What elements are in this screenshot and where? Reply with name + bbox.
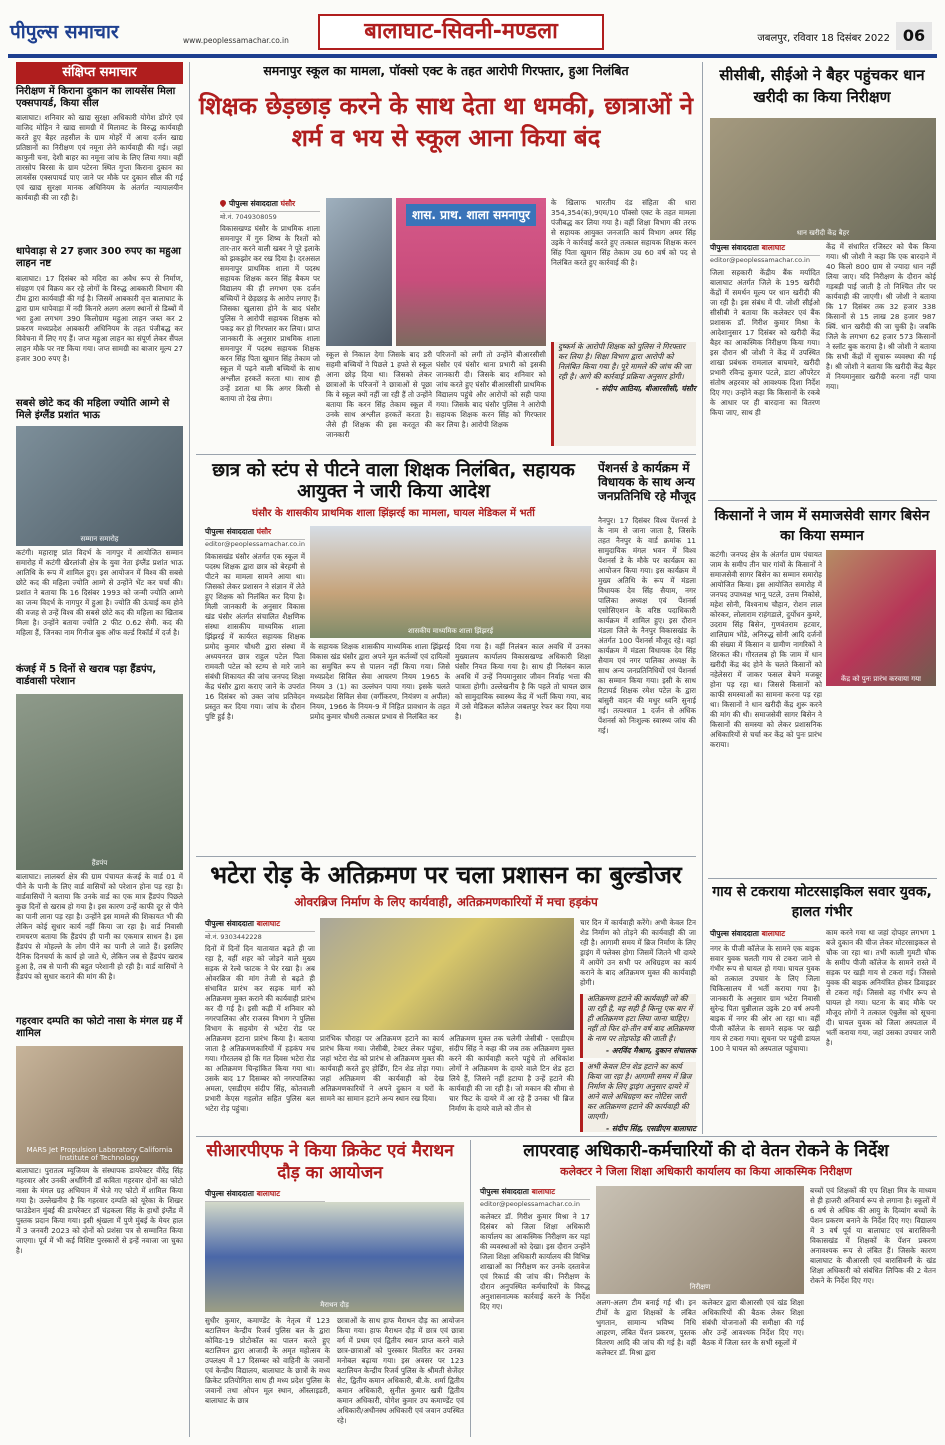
story6-headline: लापरवाह अधिकारी-कर्मचारियों की दो वेतन रोकने के निर्देश (523, 1141, 889, 1161)
story2-deck: घंसौर के शासकीय प्राथमिक शाला झिंझरई का मामला, घायल मेडिकल में भर्ती (252, 508, 535, 519)
story-divider (708, 500, 937, 501)
story6-email[interactable]: editor@peoplessamachar.co.in (480, 1200, 580, 1208)
story6-deck: कलेक्टर ने जिला शिक्षा अधिकारी कार्यालय का किया आकस्मिक निरीक्षण (560, 1165, 852, 1178)
brief-body-4: बालाघाट। लालबर्रा क्षेत्र की ग्राम पंचायत कंजई के वार्ड 01 में पीने के पानी के लिए वार्ड वासियों को परेशान होना पड़ रहा है। वार्डवासियों ने बताया कि उनके वार्ड का एक मात्र हैंडपंप पिछले कुछ दिनों से खराब हो गया है। इस कारण उन्हें काफी दूर से पीने का पानी लाना पड़ रहा है। उन्होंने इस मामले की शिकायत भी की लेकिन कोई सुधार कार्य नहीं किया जा रहा है। वार्ड निवासी रामचरण बताया कि हैंडपंप ही पानी का एकमात्र साधन है। इस हैंडपंप से मोहल्ले के लोग पीने का पानी ले जाते हैं। इसलिए दैनिक दिनचर्या के कार्य हो जाते थे, लेकिन जब से हैंडपंप खराब हुआ है, तब से पानी की बहुत परेशानी हो रही है। वार्ड वासियों ने हैंडपंप को सुधार कराने की मांग की है। (16, 872, 183, 981)
right3-byline-text: पीपुल्स संवाददाता (710, 929, 759, 938)
story4-body-3: अतिक्रमण मुक्त तक चलेगी जेसीबी - एसडीएम संदीप सिंह ने कहा की जब तक अतिक्रमण मुक्त करने की कार्यवाही करने पहुंचे तो अधिकांश लोगों ने अतिक्रमण के दायरे वाले टिन शेड हटा लिये हैं, जिसने नहीं हटाया है उन्हें हटाने की कार्यवाही की जा रही है। जो मकान की सीमा से चार फिट के दायरे में आ रहे हैं उनका भी ब्रिज निर्माण के दायरे वाले को तीन से (449, 1034, 574, 1113)
story2-body-3: दिया गया है। वहीं निलंबन काल अवधि में उनका मुख्यालय कार्यालय विकासखण्ड अधिकारी शिक्षा घंसौर नियत किया गया है। साथ ही निलंबन काल अवधि में उन्हें नियमानुसार जीवन निर्वाह भत्ता की पात्रता होगी। उल्लेखनीय है कि पहले तो घायल छात्र को सामुदायिक स्वास्थ्य केंद्र में भर्ती किया गया, बाद में उसे मेडिकल कॉलेज जबलपुर रेफर कर दिया गया है। (455, 642, 591, 721)
nasa-photo-caption: MARS Jet Propulsion Laboratory California Institute of Technology (26, 1146, 173, 1162)
story6-body-3: कलेक्टर द्वारा बीआरसी एवं खंड शिक्षा अधिकारियों की बैठक लेकर शिक्षा संबंधी योजनाओं की समीक्षा की गई और उन्हें आवश्यक निर्देश दिए गए। बैठक में जिला स्तर के सभी स्कूलों में (702, 1298, 804, 1347)
story6-body-1: कलेक्टर डॉ. गिरीश कुमार मिश्रा ने 17 दिसंबर को जिला शिक्षा अधिकारी कार्यालय का आकस्मिक निरीक्षण कर यहां की व्यवस्थाओं को देखा। इस दौरान उन्होंने जिला शिक्षा अधिकारी कार्यालय की विभिन्न शाखाओं का निरीक्षण कर उनके दस्तावेज एवं रिकार्ड की जांच की। निरीक्षण के दौरान अनुपस्थित कर्मचारियों के विरुद्ध अनुशासनात्मक कार्रवाई करने के निर्देश दिए गए। (480, 1212, 590, 1311)
inspection-photo (596, 1186, 804, 1294)
brief-body-5: बालाघाट। पुरातत्व म्यूजियम के संस्थापक डायरेक्टर वीरेंद्र सिंह गहरवार और उनकी अर्धांगिनी डॉ कविता गहरवार दोनों का फोटो नासा के मंगल ग्रह अभियान में भेजे गए फोटो में शामिल किया गया है। उल्लेखनीय है कि गहरवार दम्पति को यूरेका के शिखर फाउंडेशन मुंबई की डायरेक्टर डॉ चंद्रकला सिंह के हाथों इंग्लैंड में पुस्तक प्रदान किया गया। इसी श्रृंखला में पुणे मुंबई के मेयर हाल में 3 जनवरी 2023 को दोनों को प्रशंसा पत्र से सम्मानित किया जाएगा। पूर्व में भी कई विशिष्ट पुरस्कारों से इन्हें नवाजा जा चुका है। (16, 1166, 183, 1255)
handpump-photo (16, 694, 183, 870)
story1-body-2: स्कूल से निकाल देगा जिसके बाद डरी सहमी बच्चियों ने पिछले 1 हफ्ते से स्कूल आना छोड़ दिया था। जिसको लेकर छात्राओं के परिजनों ने छात्राओं से पूछा कि वे स्कूल क्यों नहीं जा रही हैं तो उन्होंने बताया कि करन सिंह तेकाम स्कूल में उनके साथ अश्लील हरकतें करता है। जैसे ही शिक्षक की इस करतूत की जानकारी (326, 350, 432, 439)
right3-body-1: नगर के पीजी कॉलेज के सामने एक बाइक सवार युवक चलती गाय से टकरा जाने से गंभीर रूप से घायल हो गया। घायल युवक को तत्काल उपचार के लिए जिला चिकित्सालय में भर्ती कराया गया है। जानकारी के अनुसार ग्राम भटेरा निवासी सुरेन्द्र पिता चुन्नीलाल उइके 20 वर्ष अपनी बाइक में नगर की ओर आ रहा था। वहीं पीजी कॉलेज के सामने सड़क पर खड़ी गाय से टकरा गया। सूचना पर पहुंची डायल 100 ने घायल को अस्पताल पहुंचाया। (710, 944, 820, 1053)
brief-headline-1: निरीक्षण में किराना दुकान का लायसेंस मिला एक्सपायर्ड, किया सील (16, 86, 176, 109)
right3-place: बालाघाट (761, 929, 785, 938)
story4-quote-1-by: - अरविंद मैश्राम, दुकान संचालक (606, 1046, 696, 1055)
paddy-photo (710, 118, 936, 240)
school-students-photo (310, 526, 591, 638)
story1-byline (220, 198, 320, 212)
story2-byline (205, 526, 305, 540)
right2-photo-caption: केंद्र को पुनः प्रारंभ करवाया गया (841, 675, 921, 683)
brief-headline-2: धापेवाड़ा से 27 हजार 300 रुपए का महुआ लाहन नष्ट (16, 246, 181, 269)
story4-body-1: दिनों में दिनों दिन यातायात बढ़ते ही जा रहा है, वहीं शहर को जोड़ने वाले मुख्य सड़क से रेल्वे फाटक ने घेर रखा है। अब ओवरब्रिज की मांग तेजी से बढ़ते ही संभावित प्रारंभ कर सड़क मार्ग को अतिक्रमण मुक्त कराने की कार्यवाही प्रारंभ कर दी गई है। इसी कड़ी में शनिवार को नगरपालिका और राजस्व विभाग ने पुलिस विभाग के सहयोग से भटेरा रोड पर अतिक्रमण हटाना प्रारंभ किया है। बताया जाता है अतिक्रमणकारियों में हड़कंप मच गया। गौरतलब हो कि गत दिवस भटेरा रोड का अतिक्रमण चिन्हांकित किया गया था। उसके बाद 17 दिसम्बर को नगरपालिका अमला, एसडीएम संदीप सिंह, कोतवाली प्रभारी केएस गहलोत सहित पुलिस बल भटेरा रोड़ पहुंचा। (205, 944, 315, 1113)
felicitation-photo (826, 550, 936, 686)
story2-place: घंसौर (256, 527, 272, 536)
story3-body: नैनपुर। 17 दिसंबर विश्व पेंशनर्स डे के नाम से जाना जाता है, जिसके तहत नैनपुर के वार्ड क्रमांक 11 सामुदायिक मंगल भवन में विश्व पेंशनर्स डे के मौके पर कार्यक्रम का आयोजन किया गया। इस कार्यक्रम में मुख्य अतिथि के रूप में मंडला विधायक देव सिंह सैयाम, नगर पालिका अध्यक्ष एवं पेंशनर्स एसोसिएशन के वरिष्ठ पदाधिकारी कार्यक्रम में शामिल हुए। इस दौरान मंडला जिले के नैनपुर विकासखंड के अंतर्गत 100 पेंशनर्स मौजूद रहे। वहां कार्यक्रम में मंडला विधायक देव सिंह सैयाम एवं नगर पालिका अध्यक्ष के साथ अन्य जनप्रतिनिधियों एवं पेंशनर्स का सम्मान किया गया। इसी के साथ रिटायर्ड शिक्षक रमेश पटेल के द्वारा बांसुरी वादन की मधुर ध्वनि सुनाई गई। तत्पश्चात 1 दर्जन से अधिक पेंशनर्स को निःशुल्क स्वास्थ्य जांच की गई। (598, 516, 696, 735)
story5-byline-text: पीपुल्स संवाददाता (205, 1189, 254, 1198)
story4-body-2: प्रारंभिक चौराहा पर अतिक्रमण हटाने का कार्य प्रारंभ किया गया। जेसीबी, टेक्टर लेकर पहुंचा, जहां भटेरा रोड को प्रारंभ से अतिक्रमण मुक्त की कार्यवाही करते हुए होर्डिंग, टिन शेड तोड़ा गया। जहां अतिक्रमण की कार्यवाही को देख अतिक्रमणकारियों ने अपने दुकान व घरों के सामने का सामान हटाने अन्य स्थान रख दिया। (320, 1034, 444, 1103)
story5-place: बालाघाट (256, 1189, 280, 1198)
story2-body-1: विकासखंड घंसौर अंतर्गत एक स्कूल में पदस्थ शिक्षक द्वारा छात्र को बेरहमी से पीटने का मामला सामने आया था। जिसको लेकर प्रशासन ने संज्ञान में लेते हुए शिक्षक को निलंबित कर दिया है। मिली जानकारी के अनुसार विकास खंड घंसौर अंतर्गत संचालित शैक्षणिक संस्था शासकीय माध्यमिक शाला झिंझरई में कार्यरत सहायक शिक्षक प्रमोद कुमार चौधरी द्वारा संस्था में अध्ययनरत छात्र राहुल पटेल पिता रामवती पटेल को स्टम्प से मारे जाने संबंधी शिकायत की जांच जनपद शिक्षा केंद्र घंसौर द्वारा कराए जाने के उपरांत 16 दिसंबर को उक्त जांच प्रतिवेदन प्रस्तुत कर दिया गया। जांच के दौरान पुष्टि हुई है। (205, 552, 305, 721)
story6-byline-text: पीपुल्स संवाददाता (480, 1187, 529, 1196)
story4-quote-2-by: - संदीप सिंह, एसडीएम बालाघाट (606, 1124, 696, 1133)
story1-body-4: के खिलाफ भारतीय दंड संहिता की धारा 354,354(क),9एम/10 पॉक्सो एक्ट के तहत मामला पंजीबद्ध कर लिया गया है। वहीं शिक्षा विभाग की तरफ से सहायक आयुक्त जनजाति कार्य विभाग अमर सिंह उइके ने कार्रवाई करते हुए तत्काल सहायक शिक्षक करन सिंह पिता खुमान सिंह तेकाम उम्र 60 वर्ष को पद से निलंबित करते हुए कार्रवाई की है। (551, 198, 696, 267)
right1-photo-caption: धान खरीदी केंद्र बैहर (796, 229, 850, 237)
nasa-photo (16, 1046, 183, 1164)
story1-quote-text: दुष्कर्म के आरोपी शिक्षक को पुलिस ने गिरफ्तार कर लिया है। शिक्षा विभाग द्वारा आरोपी को निलंबित किया गया है। पूरे मामले की जांच की जा रही है। आगे की कार्रवाई प्रक्रिया अनुसार होगी। (558, 342, 691, 381)
story4-body-4: चार दिन में कार्यवाही करेंगे। अभी केवल टिन शेड निर्माण को तोड़ने की कार्यवाही की जा रही है। आगामी समय में ब्रिज निर्माण के लिए ड्राइंग में फ्लेक्स होगा जिसमें जितने भी दायरे में आयेंगे उन सभी पर अधिग्रहण का कार्य कराने के बाद अतिक्रमण मुक्त की कार्यवाही होगी। (580, 918, 696, 987)
story2-headline: छात्र को स्टंप से पीटने वाला शिक्षक निलंबित, सहायक आयुक्त ने जारी किया आदेश (212, 460, 575, 503)
story-divider (196, 1136, 937, 1137)
story4-byline (205, 918, 315, 932)
story6-body-2: अलग-अलग टीम बनाई गई थी। इन टीमों के द्वारा शिक्षकों के लंबित भुगतान, सामान्य भविष्य निधि आहरण, लंबित पेंशन प्रकरण, पुस्तक वितरण आदि की जांच की गई है। वहीं कलेक्टर डॉ. मिश्रा द्वारा (596, 1298, 696, 1357)
header-rule (8, 54, 937, 58)
bulldozer-photo (320, 918, 574, 1030)
story4-quote-1 (580, 994, 696, 1058)
marathon-photo (205, 1202, 464, 1312)
handpump-photo-caption: हैंडपंप (91, 859, 108, 867)
brief-body-2: बालाघाट। 17 दिसंबर को मदिरा का अवैध रूप से निर्माण, संग्रहण एवं विक्रय कर रहे लोगों के विरुद्ध आबकारी विभाग की टीम द्वारा कार्यवाही की गई है। जिसमें आबकारी वृत्त बालाघाट के द्वारा ग्राम धापेवाड़ा में नदी किनारे अलग अलग स्थानों से डिब्बों में भरा हुआ लगभग 390 किलोग्राम महुआ लाहन जब्त कर 2 प्रकरण मध्यप्रदेश आबकारी अधिनियम के तहत पंजीबद्ध कर विवेचना में लिए गए हैं। जप्त महुआ लाहन का संपूर्ण लेकर सैंपल लाहन मौके पर नष्ट किया गया। जप्त सामग्री का बाजार मूल्य 27 हजार 300 रुपए है। (16, 274, 183, 363)
event-photo (16, 426, 183, 546)
right1-byline (710, 242, 820, 256)
story3-headline: पेंशनर्स डे कार्यक्रम में विधायक के साथ अन्य जनप्रतिनिधि रहे मौजूद (598, 461, 696, 503)
school-photo (396, 198, 546, 346)
story4-quote-2-text: अभी केवल टिन शेड हटाने का कार्य किया जा रहा है। आगामी समय में ब्रिज निर्माण के लिए ड्राइंग अनुसार दायरे में आने वाले अधिग्रहण कर नोटिस जारी कर अतिक्रमण हटाने की कार्यवाही की जाएगी। (587, 1062, 692, 1121)
story6-place: बालाघाट (531, 1187, 555, 1196)
brief-headline-5: गहरवार दम्पति का फोटो नासा के मंगल ग्रह में शामिल (16, 1016, 183, 1039)
masthead-logo: पीपुल्स समाचार (10, 21, 119, 43)
story6-photo-caption: निरीक्षण (689, 1283, 711, 1291)
story4-mobile: मो.नं. 9303442228 (205, 933, 262, 941)
story4-byline-text: पीपुल्स संवाददाता (205, 919, 254, 928)
story5-byline (205, 1188, 325, 1202)
right1-headline: सीसीबी, सीईओ ने बैहर पहुंचकर धान खरीदी का किया निरीक्षण (719, 66, 925, 106)
right3-body-2: काम करने गया था जहां दोपहर लगभग 1 बजे दुकान की चीज लेकर मोटरसाइकल से चौक जा रहा था। तभी काली गुमटी चौक के समीप पीजी कॉलेज के सामने रास्ते में सड़क पर खड़ी गाय से टकरा गई। जिससे युवक की बाइक अनियंत्रित होकर डिवाइडर से टकरा गई। जिससे वह गंभीर रूप से घायल हो गया। घटना के बाद मौके पर मौजूद लोगों ने तत्काल एंबुलेंस को सूचना दी। घायल युवक को जिला अस्पताल में भर्ती कराया गया, जहां उसका उपचार जारी है। (826, 928, 936, 1047)
right1-byline-text: पीपुल्स संवाददाता (710, 243, 759, 252)
story6-byline (480, 1186, 590, 1200)
story1-quote (551, 342, 696, 446)
brief-body-3: कटंगी। महाराष्ट्र प्रांत विदर्भ के नागपुर में आयोजित सम्मान समारोह में कटंगी खैरलांजी क्षेत्र के युवा नेता इंग्लैंड प्रशांत भाऊ आतिथि के रूप में शामिल हुए। इस आयोजन में विश्व की सबसे छोटे कद की महिला ज्योति आम्गे से उन्होंने भेंट कर चर्चा की। प्रशांत ने बताया कि 16 दिसंबर 1993 को जन्मी ज्योति आम्गे का जन्म विदर्भ के नागपुर में हुआ है। ज्योति की ऊंचाई कम होने की वजह से उन्हें विश्व की सबसे छोटे कद की महिला का खिताब मिला है। उन्होंने बताया ज्योति 2 फीट 0.62 सेमी. कद की महिला हैं, जिनका नाम गिनीज बुक ऑफ वर्ल्ड रिकॉर्ड में दर्ज है। (16, 548, 183, 637)
pin-icon (219, 199, 227, 207)
brief-headline-4: कंजई में 5 दिनों से खराब पड़ा हैंडपंप, वार्डवासी परेशान (16, 664, 157, 687)
story1-headline: शिक्षक छेड़छाड़ करने के साथ देता था धमकी, छात्राओं ने शर्म व भय से स्कूल आना किया बंद (198, 92, 694, 152)
story2-email[interactable]: editor@peoplessamachar.co.in (205, 540, 305, 548)
story6-body-4: बच्चों एवं शिक्षकों की एप शिक्षा मित्र के माध्यम से ही हाजरी अनिवार्य रूप से लगाना है। स्कूलों में 6 वर्ष से अधिक की आयु के दिव्यांग बच्चों के पेंशन प्रकरण बनाने के निर्देश दिए गए। विद्यालय में 3 वर्ष पूर्व या बालाघाट एवं बारासिवनी विकासखंड में शिक्षकों के पेंशन प्रकरण अनावश्यक रूप से लंबित हैं। जिसके कारण बालाघाट के बीआरसी एवं बारासिवनी के खंड शिक्षा अधिकारी को संबंधित लिपिक की 2 वेतन रोकने के निर्देश दिए गए। (810, 1186, 936, 1285)
story-divider (196, 454, 696, 455)
right2-body: कटंगी। जनपद क्षेत्र के अंतर्गत ग्राम पंचायत जाम के समीप तीन चार गांवों के किसानों ने समाजसेवी सागर बिसेन का सम्मान समारोह आयोजित किया। इस आयोजित समारोह में जनपद उपाध्यक्ष भानू पटले, उत्तम निकोसे, महेश सोनी, विश्वनाथ चौहान, रोशन लाल कोरकर, लोलाराम राहंगडाले, दुर्योधन कुमरे, उदराम सिंह बिसेन, गुणवंतराम हटवार, शालिग्राम भोंडे, अनिरुद्ध सोनी आदि दर्जनों की संख्या में किसान व ग्रामीण नागरिकों ने शिरकत की। गौरतलब हो कि जाम में धान खरीदी केंद्र बंद होने के चलते किसानों को नहेलेसरा में जाकर फसल बेचने मजबूर होना पड़ रहा था। जिससे किसानों को काफी समस्याओं का सामना करना पड़ रहा था। किसानों ने धान खरीदी केंद्र शुरू करने की मांग की थी। समाजसेवी सागर बिसेन ने किसानों की समस्या को लेकर प्रशासनिक अधिकारियों से चर्चा कर केंद्र को पुनः प्रारंभ कराया। (710, 550, 822, 749)
story4-quote-1-text: अतिक्रमण हटाने की कार्यवाही जो की जा रही है, वह सही है किन्तु एक बार में ही अतिक्रमण हटा लिया जाना चाहिए। नहीं तो फिर दो-तीन वर्ष बाद अतिक्रमण के नाम पर तोड़फोड़ की जाती है। (587, 994, 694, 1043)
section-title: बालाघाट-सिवनी-मण्डला (318, 14, 604, 50)
story1-byline-text: पीपुल्स संवाददाता (229, 199, 278, 208)
story1-body-3: परिजनों को लगी तो उन्होंने बीआरसीसी घंसौर एवं घंसौर थाना प्रभारी को इसकी जानकारी दी। जिसके बाद शनिवार को जांच करते हुए घंसौर बीआरसीसी प्राथमिक विद्यालय पहुंचे और आरोपों को सही पाया गया। जिसके बाद घंसौर पुलिस ने आरोपी सहायक शिक्षक करन सिंह को गिरफ्तार कर लिया है। आरोपी शिक्षक (436, 350, 546, 429)
teacher-photo (326, 198, 392, 346)
column-divider (702, 62, 703, 1134)
story5-body-1: सुधीर कुमार, कमाण्डेंट के नेतृत्व में 123 बटालियन केन्द्रीय रिजर्व पुलिस बल के द्वारा कोविड-19 प्रोटोकॉल का पालन करते हुए बटालियन द्वारा आजादी के अमृत महोत्सव के उपलक्ष्य में 17 दिसम्बर को वाहिनी के जवानों एवं केन्द्रीय विद्यालय, बालाघाट के छात्रों के मध्य क्रिकेट प्रतियोगिता साथ ही मध्य प्रदेश पुलिस के जवानों तथा ओपन मूल स्थान, ऑस्लाइडरी, बालाघाट के छात्र (205, 1316, 330, 1405)
right1-email[interactable]: editor@peoplessamachar.co.in (710, 256, 810, 264)
story-divider (196, 856, 696, 857)
story4-quote-2 (580, 1062, 696, 1132)
column-divider (189, 62, 190, 1437)
story4-deck: ओवरब्रिज निर्माण के लिए कार्यवाही, अतिक्रमणकारियों में मचा हड़कंप (294, 895, 598, 909)
date-line: जबलपुर, रविवार 18 दिसंबर 2022 (757, 33, 890, 44)
right1-body-2: केंद्र में संधारित रजिस्टर को चैक किया गया। श्री जोशी ने कहा कि एक बारदाने में 40 किलो 800 ग्राम से ज्यादा धान नहीं लिया जाए। यदि निरीक्षण के दौरान कोई गड़बड़ी पाई जाती है तो निश्चित तौर पर कार्यवाही की जाएगी। श्री जोशी ने बताया कि 17 दिसंबर तक 32 हजार 338 किसानों से 15 लाख 28 हजार 987 क्विं. धान खरीदी की जा चुकी है। जबकि जिले के लगभग 62 हजार 573 किसानों ने स्लॉट बुक कराया है। श्री जोशी ने बताया कि सभी केंद्रों में सुचारू व्यवस्था की गई है। श्री जोशी ने बताया कि खरीदी केंद्र बैहर में नियमानुसार खरीदी करना नहीं पाया गया। (826, 242, 936, 391)
right1-place: बालाघाट (761, 243, 785, 252)
page-number: 06 (896, 22, 932, 50)
story2-photo-caption: शासकीय माध्यमिक शाला झिंझरई (407, 627, 494, 635)
right3-byline (710, 928, 820, 942)
story5-body-2: छात्राओं के साथ हाफ मैराथन दौड़ का आयोजन किया गया। हाफ मैराथन दौड़ में छात्र एवं छात्रा वर्ग में प्रथम एवं द्वितीय स्थान प्राप्त करने वाले छात्र-छात्राओं को पुरस्कार वितरित कर उनका मनोबल बढ़ाया गया। इस अवसर पर 123 बटालियन केन्द्रीय रिजर्व पुलिस के श्रीमती सेजेंदर सेट, द्वितीय कमान अधिकारी, बी.के. शर्मा द्वितीय कमान अधिकारी, सुनील कुमार खत्री द्वितीय कमान अधिकारी, योगेश कुमार उप कमाण्डेंट एवं अधिकारी/अधीनस्थ अधिकारी एवं जवान उपस्थित रहे। (337, 1316, 464, 1425)
story1-kicker: समनापुर स्कूल का मामला, पॉक्सो एक्ट के तहत आरोपी गिरफ्तार, हुआ निलंबित (263, 63, 629, 78)
story2-byline-text: पीपुल्स संवाददाता (205, 527, 254, 536)
story1-quote-by: - संदीप आठिया, बीआरसीसी, घंसौर (595, 384, 696, 393)
story1-mobile: मो.नं. 7049308059 (220, 213, 277, 221)
school-sign: शास. प्राथ. शाला समनापुर (406, 204, 536, 226)
story4-place: बालाघाट (256, 919, 280, 928)
story4-headline: भटेरा रोड़ के अतिक्रमण पर चला प्रशासन का बुल्डोजर (210, 861, 682, 889)
story2-body-2: के सहायक शिक्षक शासकीय माध्यमिक शाला झिंझरई विकास खंड घंसौर द्वारा अपने मूल कर्तव्यों एवं दायित्वों का समुचित रूप से पालन नहीं किया गया। जिसे मध्यप्रदेश सिविल सेवा आचरण नियम 1965 के नियम 3 (1) का उल्लंघन पाया गया। इसके चलते मध्यप्रदेश सिविल सेवा (वर्गीकरण, नियंत्रण व अपील) नियम, 1966 के नियम-9 में निहित प्रावधान के तहत प्रमोद कुमार चौधरी तत्काल प्रभाव से निलंबित कर (310, 642, 450, 721)
right1-body-1: जिला सहकारी केंद्रीय बैंक मर्यादित बालाघाट अंतर्गत जिले के 195 खरीदी केंद्रों में समर्थन मूल्य पर धान खरीदी की जा रही है। इस संबंध में पी. जोशी सीईओ सीसीबी ने बताया कि कलेक्टर एवं बैंक प्रशासक डॉ. गिरीश कुमार मिश्रा के आदेशानुसार 17 दिसंबर को खरीदी केंद्र बैहर का आकस्मिक निरीक्षण किया गया। इस दौरान श्री जोशी ने केंद्र में उपस्थित शाखा प्रबंधक रामलाल बाघमारे, खरीदी प्रभारी रविन्द्र कुमार पटले, डाटा ऑपरेटर संतोष अहरवार को आवश्यक दिशा निर्देश दिए गए। उन्होंने कहा कि किसानों के रकबे के आधार पर ही बारदाना का वितरण किया जाए, साथ ही (710, 268, 820, 417)
column-divider (470, 1140, 471, 1437)
story-divider (708, 878, 937, 879)
story1-body-1: विकासखण्ड घंसौर के प्राथमिक शाला समनापुर में गुरु शिष्य के रिश्तों को तार-तार करने वाली खबर ने पूरे इलाके को झकझोर कर रख दिया है। दरअसल समनापुर प्राथमिक शाला में पदस्थ सहायक शिक्षक करन सिंह बैकम पर विद्यालय की ही लगभग एक दर्जन बच्चियों ने छेड़छाड़ के आरोप लगाए हैं। जिसका खुलासा होने के बाद घंसौर पुलिस ने आरोपी सहायक शिक्षक को पकड़ कर हो गिरफ्तार कर लिया। प्राप्त जानकारी के अनुसार प्राथमिक शाला समनापुर में पदस्थ सहायक शिक्षक करन सिंह पिता खुमान सिंह तेकाम जो स्कूल में पढ़ने वाली बच्चियों के साथ अश्लील हरकतें करता था। साथ ही उन्हें डराता था कि अगर किसी से बताया तो देख लेगा। (220, 224, 320, 403)
story1-place: घंसौर (280, 199, 296, 208)
brief-news-tag: संक्षिप्त समाचार (16, 62, 183, 84)
website-url[interactable]: www.peoplessamachar.co.in (183, 36, 289, 45)
brief-body-1: बालाघाट। शनिवार को खाद्य सुरक्षा अधिकारी योगेश डोंगरे एवं वाजिद मोहिन ने खाद्य सामग्री में मिलावट के विरुद्ध कार्यवाही करते हुए बैहर तहसील के ग्राम मोहर्रे में आया दर्जन खाद्य प्रतिष्ठानों का निरीक्षण एवं नमूना लेने कार्यवाही की गई। जहां काफुनी चना, देशी बाहर का नमूना जांच के लिए लिया गया। वहीं तारसोप बिरसा के ग्राम पटेरना स्थित गुप्ता किराना दुकान का लायसेंस एक्सपायर्ड पाए जाने पर मौके पर दुकान सील की गई एवं खाद्य सुरक्षा मानक अधिनियम के अंतर्गत न्यायालयीन कार्यवाही की जा रही है। (16, 113, 183, 202)
event-photo-caption: सम्मान समारोह (80, 535, 119, 543)
story5-photo-caption: मैराथन दौड़ (320, 1301, 349, 1309)
brief-headline-3: सबसे छोटे कद की महिला ज्योति आम्गे से मिले इंग्लैंड प्रशांत भाऊ (16, 398, 170, 421)
right3-headline: गाय से टकराया मोटरसाइकिल सवार युवक, हालत गंभीर (712, 884, 932, 920)
story5-headline: सीआरपीएफ ने किया क्रिकेट एवं मैराथन दौड़ का आयोजन (206, 1141, 454, 1183)
right2-headline: किसानों ने जाम में समाजसेवी सागर बिसेन का किया सम्मान (714, 508, 930, 544)
